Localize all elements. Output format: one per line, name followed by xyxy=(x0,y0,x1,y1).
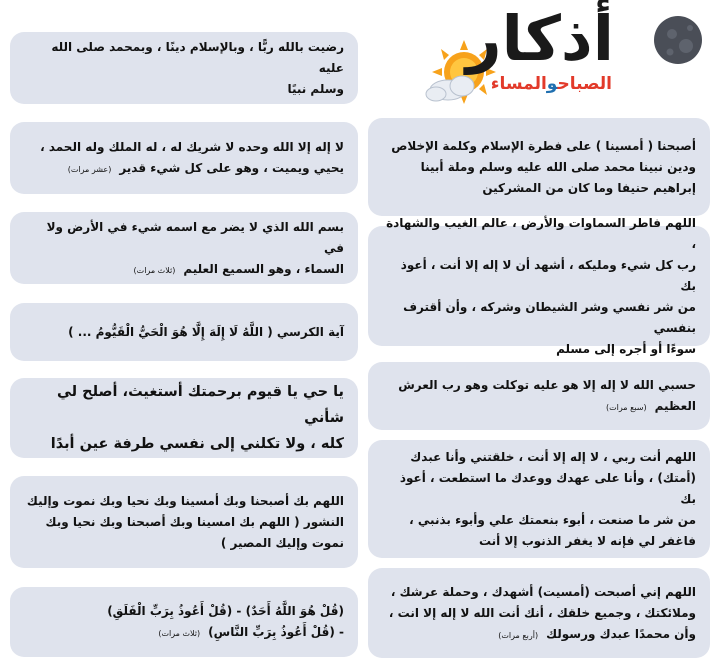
dhikr-card-right-4 xyxy=(368,440,710,558)
dhikr-line: إبراهيم حنيفا وما كان من المشركين xyxy=(482,180,696,195)
dhikr-card-right-3 xyxy=(368,362,710,430)
dhikr-card-left-4 xyxy=(10,303,358,361)
repeat-count: (عشر مرات) xyxy=(67,165,112,174)
dhikr-line: آية الكرسي ( اللَّهُ لَا إِلَهَ إِلَّا هُوَ الْحَيُّ الْقَيُّومُ ... ) xyxy=(68,324,344,339)
dhikr-card-left-2 xyxy=(10,122,358,194)
dhikr-line: أصبحنا ( أمسينا ) على فطرة الإسلام وكلمة الإخلاص xyxy=(391,138,696,153)
dhikr-line: فاغفر لي فإنه لا يغفر الذنوب إلا أنت xyxy=(478,533,696,548)
dhikr-line: اللهم بك أصبحنا وبك أمسينا وبك نحيا وبك نموت وإليك xyxy=(26,493,344,508)
dhikr-card-left-6 xyxy=(10,476,358,568)
repeat-count: (أربع مرات) xyxy=(498,630,539,640)
dhikr-line: ودين نبينا محمد صلى الله عليه وسلم وملة أبينا xyxy=(420,159,696,174)
repeat-count: (ثلاث مرات) xyxy=(158,629,201,638)
dhikr-card-right-5 xyxy=(368,568,710,658)
dhikr-line: النشور ( اللهم بك امسينا وبك أصبحنا وبك نحيا وبك xyxy=(45,514,344,529)
dhikr-line: العظيم(سبع مرات) xyxy=(605,399,696,413)
dhikr-line: يا حي يا قيوم برحمتك أستغيث، أصلح لي شأني xyxy=(57,383,344,426)
dhikr-line: (أمتك) ، وأنا على عهدك ووعدك ما استطعت ، أعوذ بك xyxy=(399,470,696,506)
moon-icon xyxy=(632,12,710,76)
dhikr-card-left-1 xyxy=(10,32,358,104)
dhikr-line: حسبي الله لا إله إلا هو عليه توكلت وهو رب العرش xyxy=(398,378,696,392)
dhikr-line: (قُلْ هُوَ اللَّهُ أَحَدٌ) - (قُلْ أَعُوذُ بِرَبِّ الْفَلَقِ) xyxy=(107,604,344,618)
dhikr-line: رضيت بالله ربًّا ، وبالإسلام دينًا ، وبمحمد صلى الله عليه xyxy=(51,39,344,75)
app-subtitle: الصباحوالمساء xyxy=(490,74,612,94)
dhikr-line: اللهم إني أصبحت (أمسيت) أشهدك ، وحملة عرشك ، xyxy=(390,584,696,599)
dhikr-card-right-2 xyxy=(368,215,710,356)
repeat-count: (سبع مرات) xyxy=(605,403,647,412)
dhikr-line: اللهم فاطر السماوات والأرض ، عالم الغيب والشهادة ، xyxy=(386,215,696,251)
dhikr-card-left-5 xyxy=(10,378,358,458)
dhikr-line: كله ، ولا تكلني إلى نفسي طرفة عين أبدًا xyxy=(50,436,344,453)
dhikr-line: رب كل شيء ومليكه ، أشهد أن لا إله إلا أنت ، أعوذ بك xyxy=(400,257,696,293)
dhikr-card-left-7 xyxy=(10,587,358,657)
header-logo xyxy=(418,2,710,106)
dhikr-line: وسلم نبيًا xyxy=(287,81,344,96)
app-title: أذكار xyxy=(465,2,614,75)
dhikr-line: وأن محمدًا عبدك ورسولك(أربع مرات) xyxy=(498,626,696,641)
dhikr-line: من شر ما صنعت ، أبوء بنعمتك علي وأبوء بذنبي ، xyxy=(409,512,696,527)
dhikr-card-right-1 xyxy=(368,118,710,216)
dhikr-line: - (قُلْ أَعُوذُ بِرَبِّ النَّاسِ)(ثلاث مرات) xyxy=(158,625,344,639)
dhikr-line: نموت وإليك المصير ) xyxy=(220,535,344,550)
dhikr-line: بسم الله الذي لا يضر مع اسمه شيء في الأرض ولا في xyxy=(46,219,344,255)
dhikr-line: من شر نفسي وشر الشيطان وشركه ، وأن أقترف بنفسي xyxy=(403,299,696,335)
dhikr-card-left-3 xyxy=(10,212,358,284)
dhikr-line: لا إله إلا الله وحده لا شريك له ، له الملك وله الحمد ، xyxy=(40,140,344,154)
dhikr-line: وملائكتك ، وجميع خلقك ، أنك أنت الله لا إله إلا انت ، xyxy=(388,605,696,620)
repeat-count: (ثلاث مرات) xyxy=(133,265,176,275)
dhikr-line: السماء ، وهو السميع العليم(ثلاث مرات) xyxy=(133,261,344,276)
dhikr-line: اللهم أنت ربي ، لا إله إلا أنت ، خلقتني وأنا عبدك xyxy=(410,449,696,464)
dhikr-line: يحيي ويميت ، وهو على كل شيء قدير(عشر مرات) xyxy=(67,161,344,175)
dhikr-line: سوءًا أو أجره إلى مسلم xyxy=(556,341,696,356)
